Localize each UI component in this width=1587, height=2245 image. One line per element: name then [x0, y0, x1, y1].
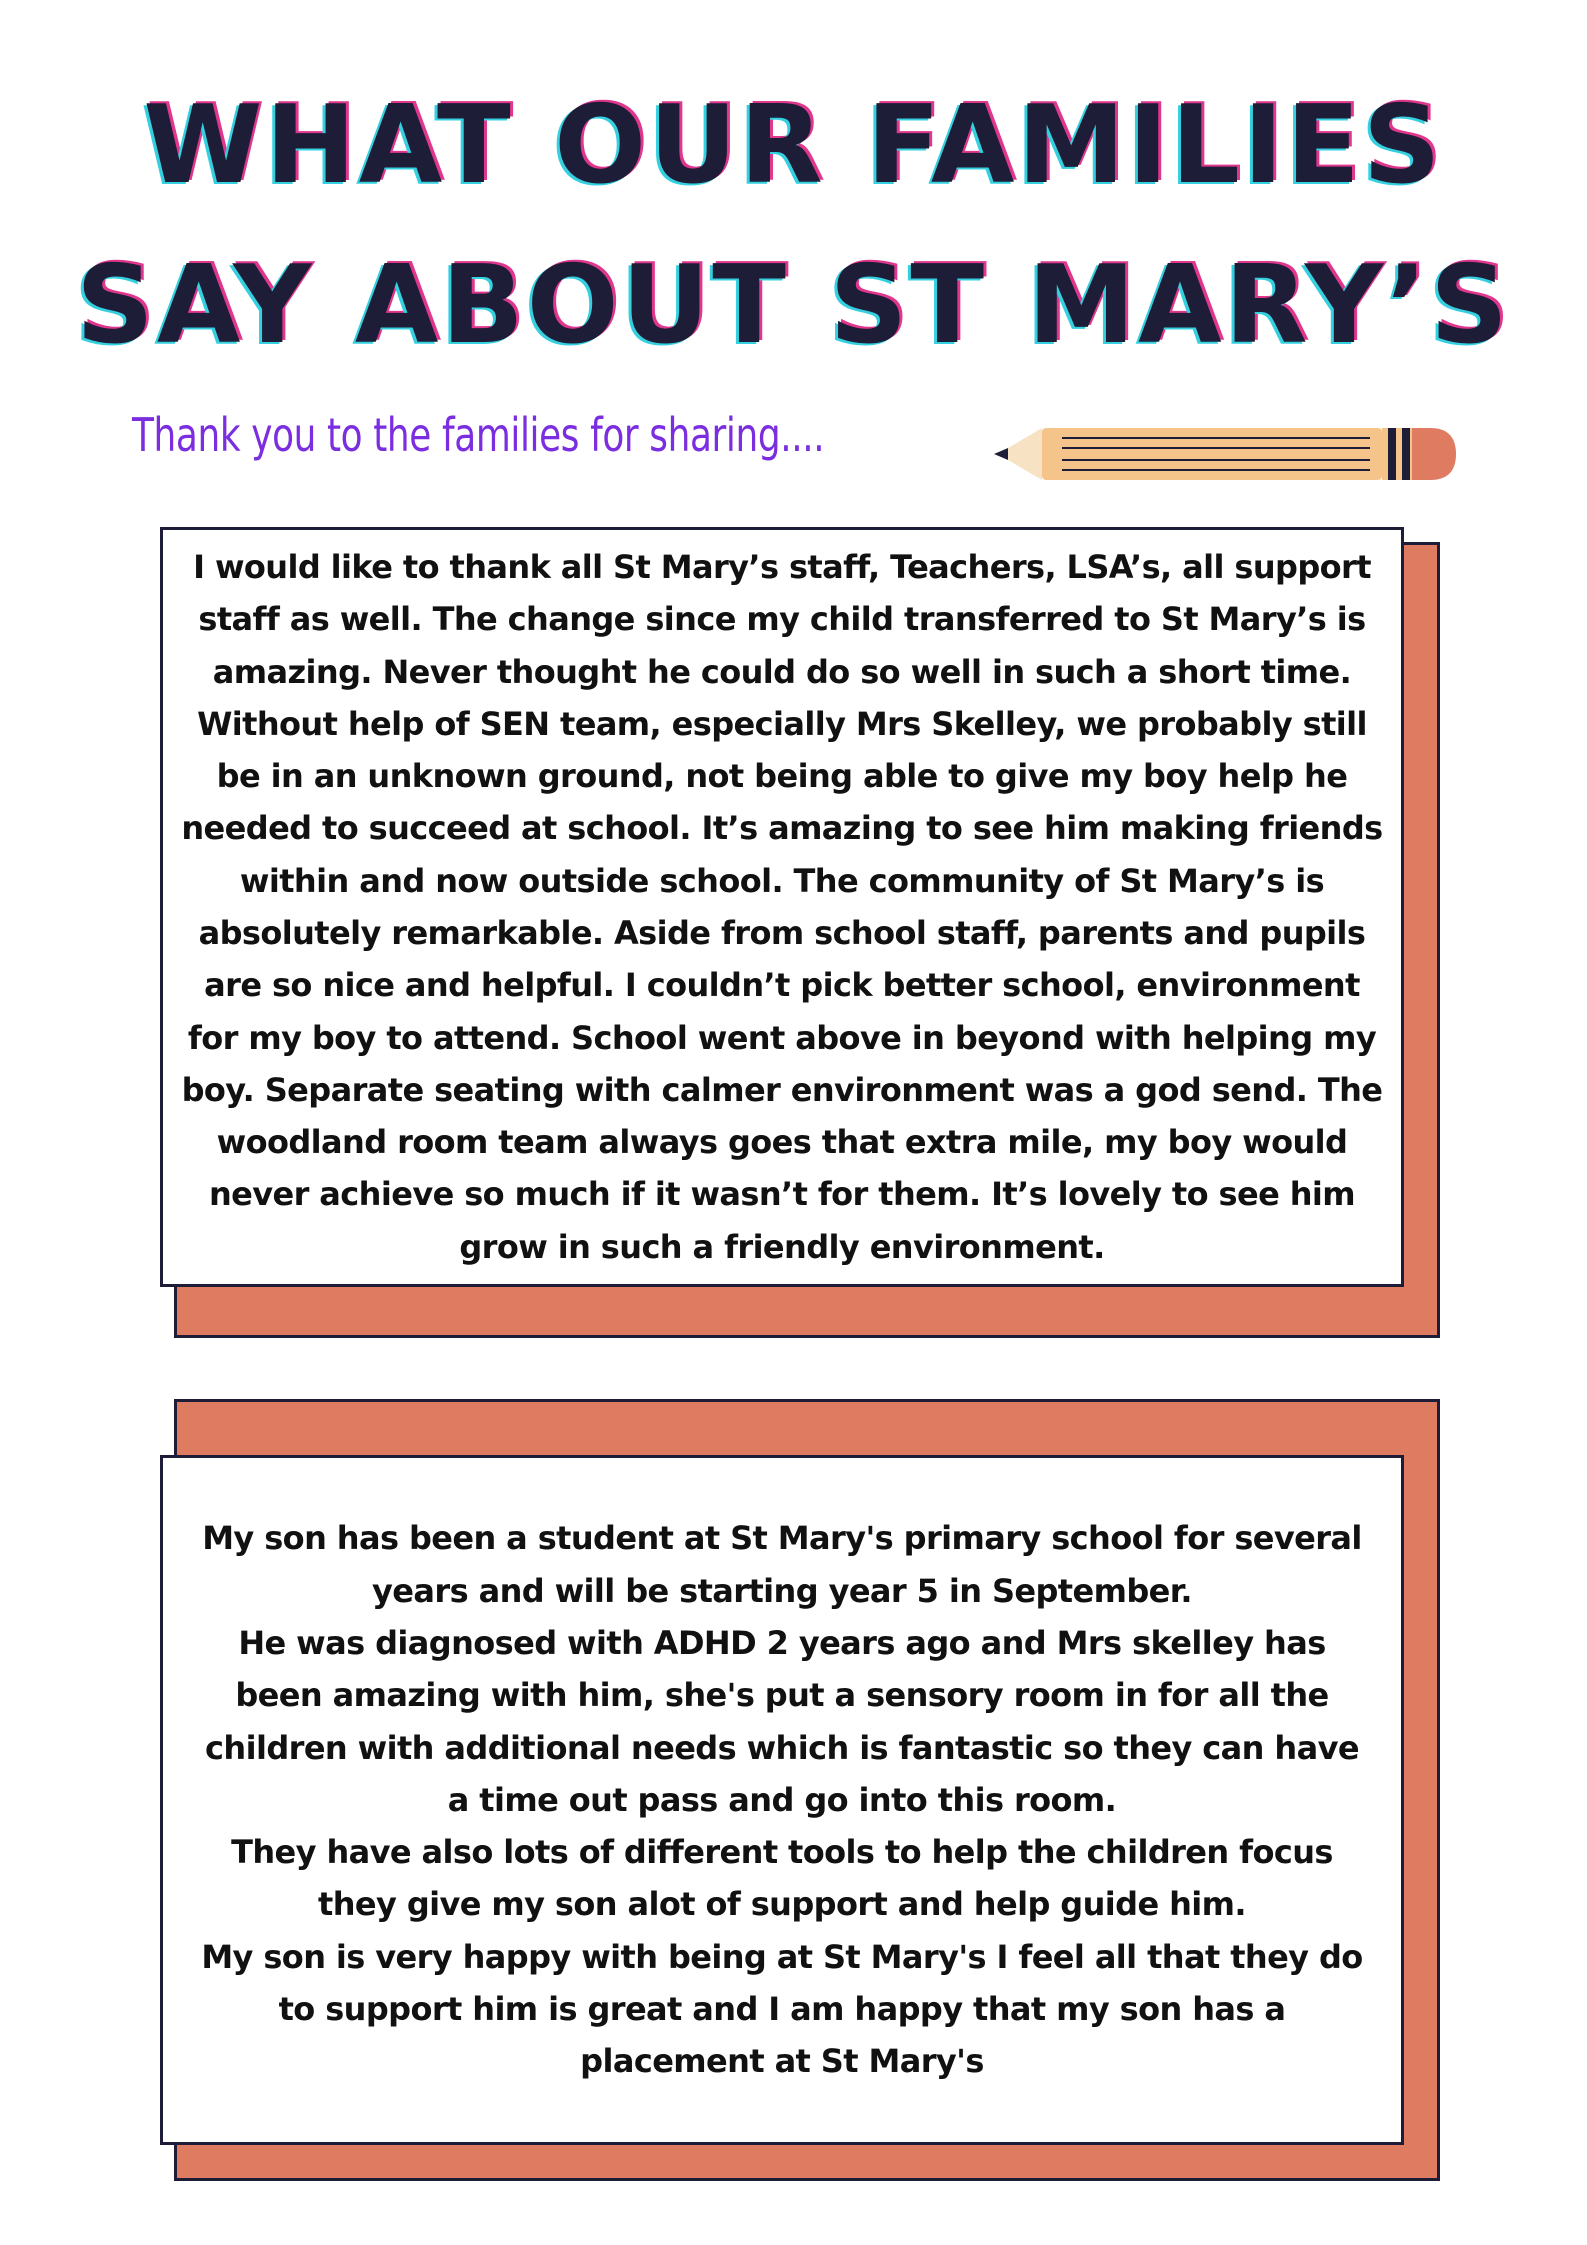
pencil-icon	[990, 424, 1460, 484]
page-title-line-1: WHAT OUR FAMILIES	[143, 83, 1444, 208]
testimonial-text-1: I would like to thank all St Mary’s staff, Teachers, LSA’s, all support staff as well. The change since my child transferred to St Mary’s is amazing. Never thought he could do so well in such a short time. Without help of SEN team, especially Mrs Skelley, we probably still be in an unknown ground, not being able to give my boy help he needed to succeed at school. It’s amazing to see him making friends within and now outside school. The community of St Mary’s is absolutely remarkable. Aside from school staff, parents and pupils are so nice and helpful. I couldn’t pick better school, environment for my boy to attend. School went above in beyond with helping my boy. Separate seating with calmer environment was a god send. The woodland room team always goes that extra mile, my boy would never achieve so much if it wasn’t for them. It’s lovely to see him grow in such a friendly environment.	[181, 547, 1383, 1266]
testimonial-card-2	[160, 1455, 1404, 2145]
testimonial-text-2: My son has been a student at St Mary's primary school for several years and will be starting year 5 in September. He was diagnosed with ADHD 2 years ago and Mrs skelley has been amazing with him, she's put a sensory room in for all the children with additional needs which is fantastic so they can have a time out pass and go into this room. They have also lots of different tools to help the children focus they give my son alot of support and help guide him. My son is very happy with being at St Mary's I feel all that they do to support him is great and I am happy that my son has a placement at St Mary's	[201, 1519, 1363, 2081]
testimonial-card-1	[160, 527, 1404, 1287]
page-title-line-2: SAY ABOUT ST MARY’S	[76, 243, 1511, 368]
subtitle: Thank you to the families for sharing....	[132, 408, 825, 462]
